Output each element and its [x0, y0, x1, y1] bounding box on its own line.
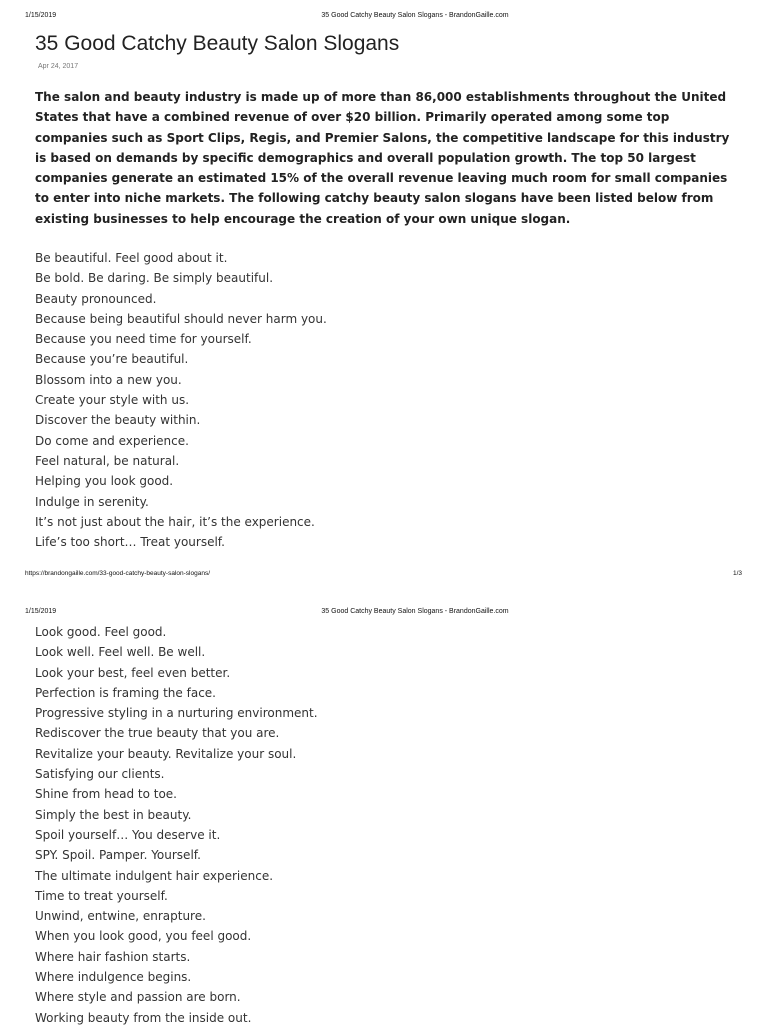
- pdf-page-2: [0, 600, 768, 1024]
- slogan-item: Because being beautiful should never harm you.: [35, 311, 327, 326]
- print-footer: [0, 570, 768, 582]
- slogan-item: Blossom into a new you.: [35, 372, 182, 387]
- slogan-item: Discover the beauty within.: [35, 413, 201, 428]
- print-doc-title: 35 Good Catchy Beauty Salon Slogans - BrandonGaille.com: [321, 12, 509, 19]
- post-date: Apr 24, 2017: [38, 63, 79, 70]
- slogan-item: Rediscover the true beauty that you are.: [35, 726, 280, 741]
- slogan-item: Because you’re beautiful.: [35, 352, 189, 367]
- slogan-item: Satisfying our clients.: [35, 767, 165, 782]
- slogan-item: Be beautiful. Feel good about it.: [35, 251, 228, 265]
- slogan-item: Helping you look good.: [35, 474, 174, 489]
- article-title: 35 Good Catchy Beauty Salon Slogans: [35, 32, 400, 55]
- slogan-item: Revitalize your beauty. Revitalize your soul.: [35, 746, 297, 761]
- slogan-item: Simply the best in beauty.: [35, 807, 192, 822]
- slogan-list-page-2: [35, 622, 318, 1028]
- slogan-item: Look your best, feel even better.: [35, 665, 231, 680]
- slogan-item: Indulge in serenity.: [35, 494, 149, 509]
- print-date: 1/15/2019: [25, 608, 57, 615]
- intro-paragraph: The salon and beauty industry is made up of more than 86,000 establishments throughout the United States that have a combined revenue of over $20 billion. Primarily operated among some top companies such as Sport Clips, Regis, and Premier Salons, the competitive landscape for this industry is based on demands by specific demographics and overall population growth. The top 50 largest companies generate an estimated 15% of the overall revenue leaving much room for small companies to enter into niche markets. The following catchy beauty salon slogans have been listed below from existing businesses to help encourage the creation of your own unique slogan.: [35, 90, 730, 226]
- slogan-item: Where style and passion are born.: [35, 990, 241, 1005]
- slogan-item: Progressive styling in a nurturing environment.: [35, 706, 318, 721]
- slogan-item: Do come and experience.: [35, 433, 189, 448]
- slogan-item: Where hair fashion starts.: [35, 949, 191, 964]
- slogan-item: It’s not just about the hair, it’s the experience.: [35, 514, 315, 529]
- slogan-item: Look good. Feel good.: [35, 625, 167, 639]
- slogan-item: Feel natural, be natural.: [35, 453, 180, 468]
- print-page-number: 1/3: [732, 570, 742, 577]
- slogan-item: Where indulgence begins.: [35, 970, 192, 985]
- slogan-item: Because you need time for yourself.: [35, 332, 252, 347]
- slogan-item: Spoil yourself… You deserve it.: [35, 827, 221, 842]
- slogan-item: When you look good, you feel good.: [35, 929, 252, 944]
- slogan-list-page-1: [35, 248, 327, 552]
- slogan-item: SPY. Spoil. Pamper. Yourself.: [35, 848, 201, 863]
- print-doc-title: 35 Good Catchy Beauty Salon Slogans - BrandonGaille.com: [321, 608, 509, 615]
- slogan-item: Look well. Feel well. Be well.: [35, 645, 206, 660]
- slogan-item: Be bold. Be daring. Be simply beautiful.: [35, 271, 274, 286]
- slogan-item: Working beauty from the inside out.: [35, 1010, 252, 1025]
- slogan-item: Create your style with us.: [35, 393, 190, 408]
- slogan-item: Unwind, entwine, enrapture.: [35, 909, 206, 924]
- slogan-item: Beauty pronounced.: [35, 291, 157, 306]
- print-header: [0, 12, 768, 24]
- slogan-item: Perfection is framing the face.: [35, 685, 216, 700]
- slogan-item: Life’s too short… Treat yourself.: [35, 535, 225, 550]
- slogan-item: Shine from head to toe.: [35, 787, 177, 802]
- print-header: [0, 608, 768, 620]
- slogan-item: The ultimate indulgent hair experience.: [35, 868, 274, 883]
- print-date: 1/15/2019: [25, 12, 57, 19]
- print-url[interactable]: https://brandongaille.com/33-good-catchy-beauty-salon-slogans/: [25, 570, 210, 577]
- slogan-item: Time to treat yourself.: [35, 888, 168, 903]
